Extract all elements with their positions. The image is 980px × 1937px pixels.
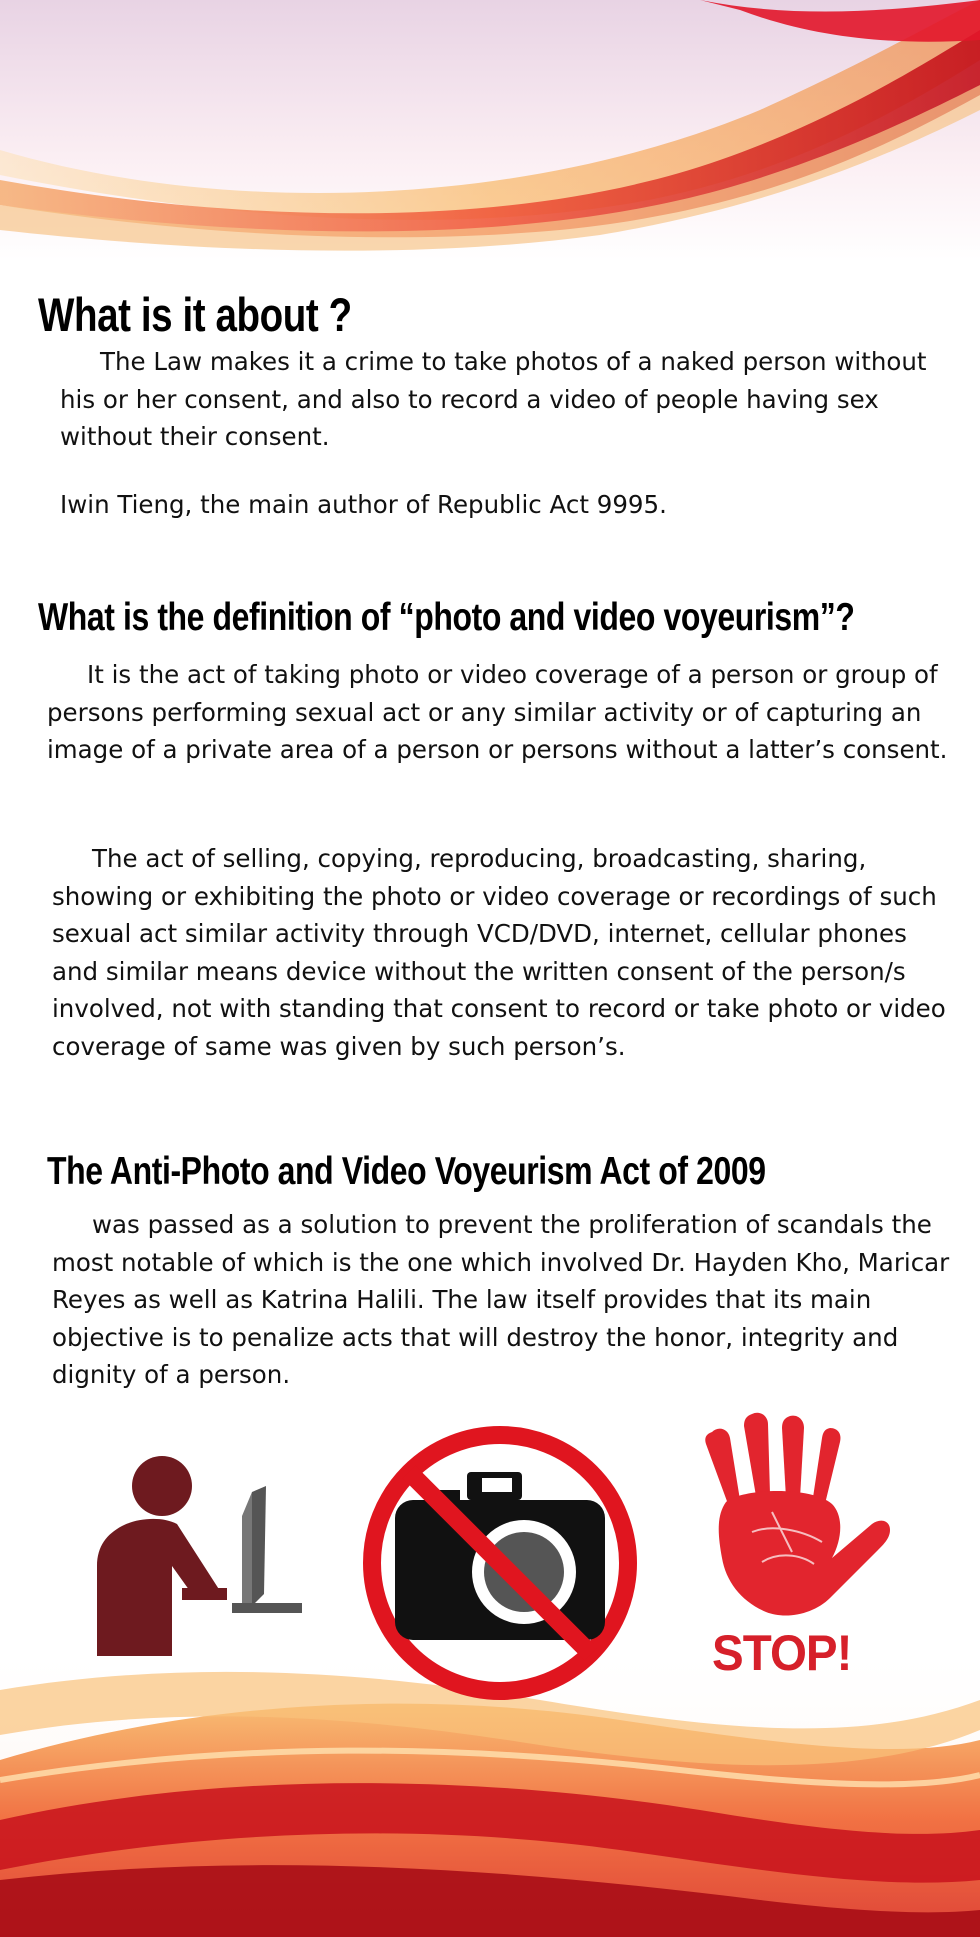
definition-paragraph-1-text: It is the act of taking photo or video coverage of a person or group of persons performing sexual act or any similar activity or of capturing an image of a private area of a person or persons without a latter’s consent. (47, 660, 948, 764)
stop-label: STOP! (712, 1625, 852, 1681)
definition-paragraph-2-text: The act of selling, copying, reproducing, broadcasting, sharing, showing or exhibiting the photo or video coverage or recordings of such sexual act similar activity through VCD/DVD, internet, cellular phones and similar means device without the written consent of the person/s involved, not with standing that consent to record or take photo or video coverage of same was given by such person’s. (52, 844, 946, 1061)
heading-anti-voyeurism-act: The Anti-Photo and Video Voyeurism Act of 2009 (47, 1150, 766, 1194)
about-paragraph-text: The Law makes it a crime to take photos of a naked person without his or her consent, and also to record a video of people having sex without their consent. (60, 347, 927, 451)
definition-paragraph-2 (52, 840, 952, 1065)
person-at-computer-icon (92, 1456, 322, 1671)
author-note: Iwin Tieng, the main author of Republic Act 9995. (60, 490, 667, 519)
act-paragraph-text: was passed as a solution to prevent the proliferation of scandals the most notable of which is the one which involved Dr. Hayden Kho, Maricar Reyes as well as Katrina Halili. The law itself provides that its main objective is to penalize acts that will destroy the honor, integrity and dignity of a person. (52, 1210, 950, 1389)
about-paragraph (60, 343, 950, 456)
no-camera-icon (357, 1420, 643, 1706)
act-paragraph (52, 1206, 952, 1394)
heading-definition: What is the definition of “photo and video voyeurism”? (38, 596, 855, 640)
definition-paragraph-1 (47, 656, 957, 769)
heading-what-is-it-about: What is it about ? (38, 288, 352, 342)
